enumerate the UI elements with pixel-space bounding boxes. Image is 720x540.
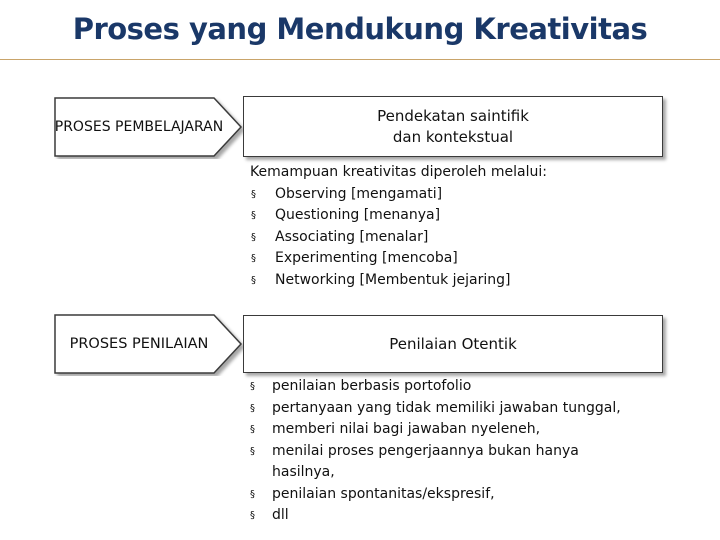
square-bullet-icon: § (251, 253, 256, 264)
list-item: § Networking [Membentuk jejaring] (250, 270, 690, 292)
learning-process-arrow (54, 97, 244, 159)
square-bullet-icon: § (251, 210, 256, 221)
assessment-approach-box: Penilaian Otentik (243, 315, 663, 373)
square-bullet-icon: § (251, 188, 256, 200)
title-divider (0, 59, 720, 60)
assessment-methods-list (250, 376, 650, 527)
square-bullet-icon: § (250, 488, 255, 500)
square-bullet-icon: § (250, 424, 255, 435)
assessment-process-label: PROSES PENILAIAN (69, 336, 209, 352)
list-item: § menilai proses pengerjaannya bukan hanya hasilnya, (250, 442, 579, 480)
learning-skills-list (250, 162, 690, 291)
list-item: § penilaian spontanitas/ekspresif, (250, 484, 650, 506)
learning-process-label: PROSES PEMBELAJARAN (54, 119, 224, 135)
list-item: § Associating [menalar] (250, 227, 690, 249)
square-bullet-icon: § (251, 274, 256, 286)
list-item: § Experimenting [mencoba] (250, 248, 690, 270)
list-item: § pertanyaan yang tidak memiliki jawaban tunggal, (250, 398, 650, 420)
list-item: § Questioning [menanya] (250, 205, 690, 227)
list-item: § memberi nilai bagi jawaban nyeleneh, (250, 419, 650, 441)
assessment-process-arrow (54, 314, 244, 376)
square-bullet-icon: § (251, 231, 256, 243)
list-item: § penilaian berbasis portofolio (250, 376, 650, 398)
page-title: Proses yang Mendukung Kreativitas (72, 12, 648, 46)
list-item: § dll (250, 505, 650, 527)
square-bullet-icon: § (250, 381, 255, 392)
square-bullet-icon: § (250, 510, 255, 521)
square-bullet-icon: § (250, 402, 255, 414)
learning-skills-intro: Kemampuan kreativitas diperoleh melalui: (250, 164, 547, 180)
list-item: § Observing [mengamati] (250, 184, 690, 206)
square-bullet-icon: § (250, 445, 255, 457)
learning-approach-box: Pendekatan saintifik dan kontekstual (243, 96, 663, 157)
